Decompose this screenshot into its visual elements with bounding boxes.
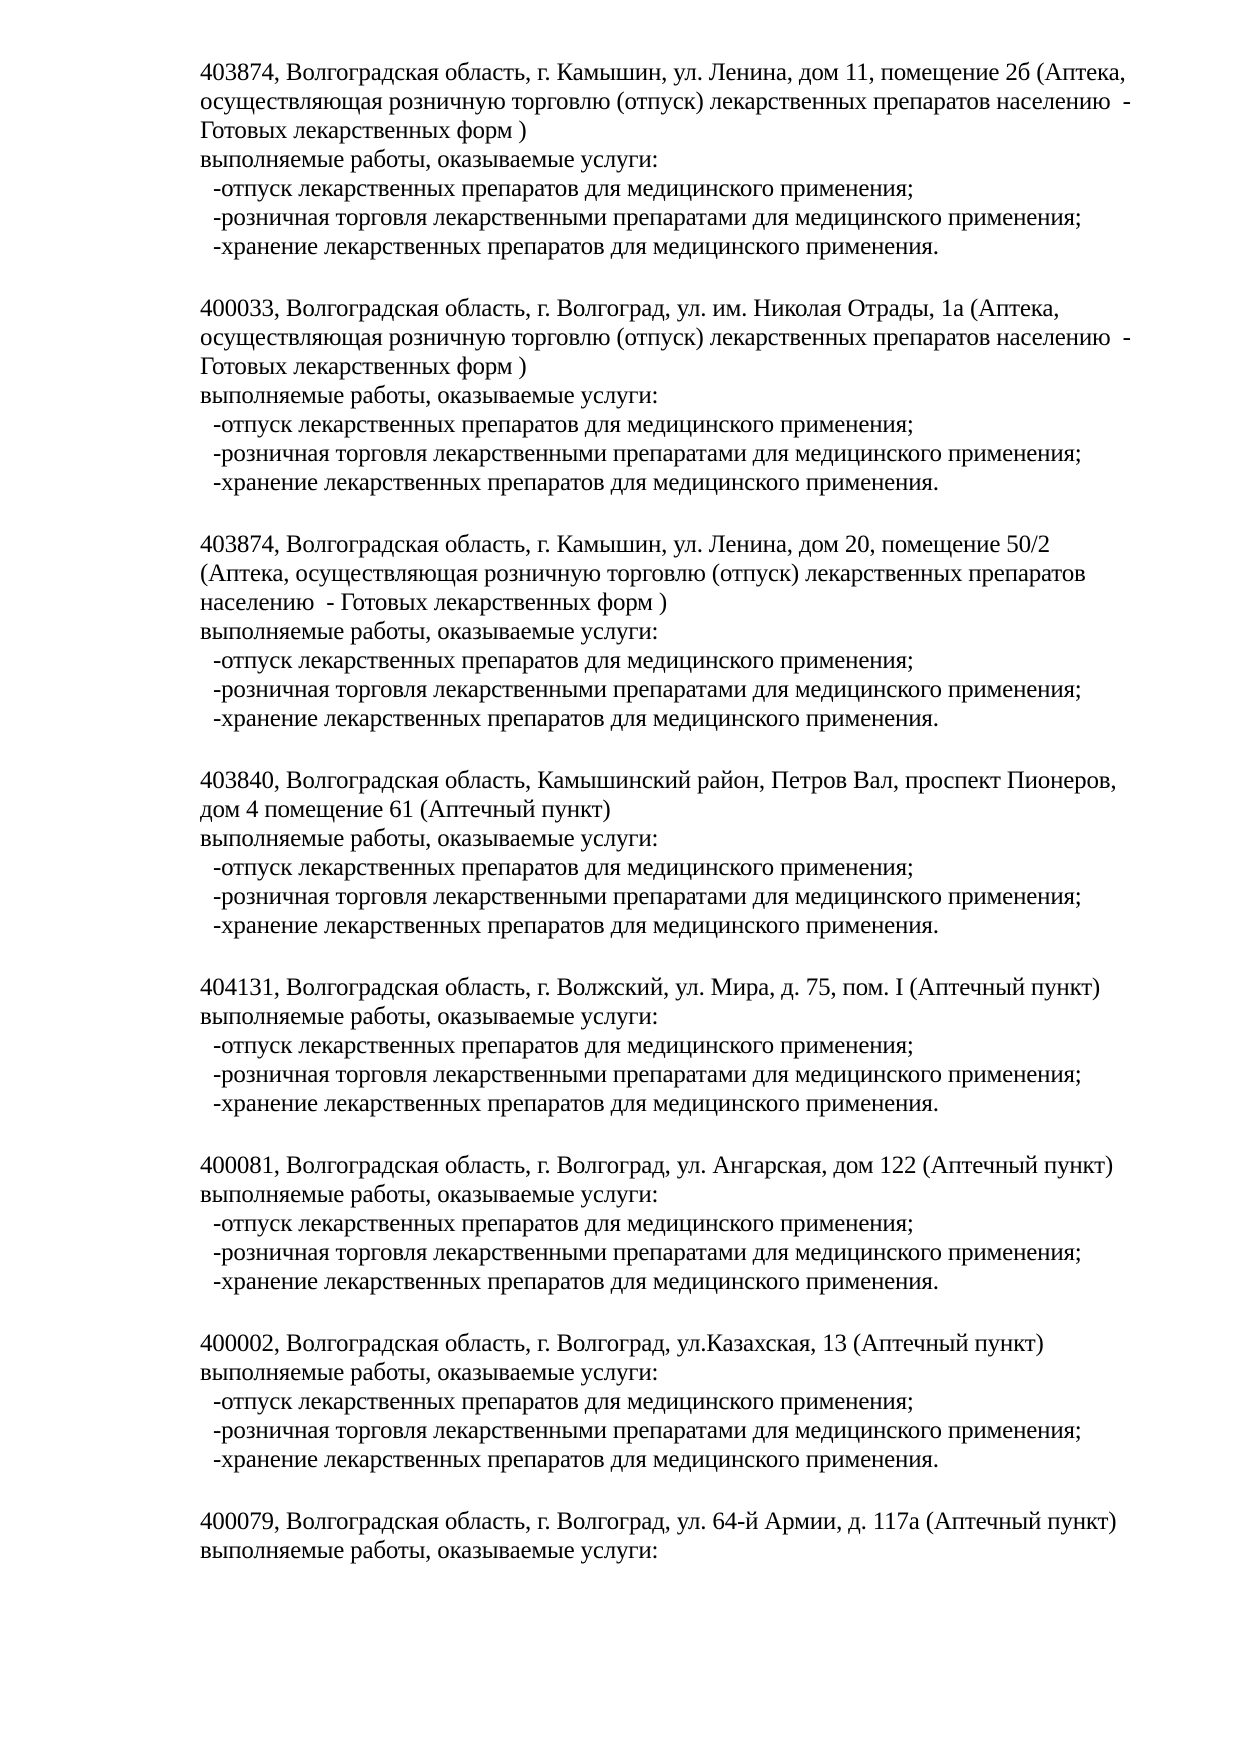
service-line: -хранение лекарственных препаратов для медицинского применения. xyxy=(213,469,939,496)
address-line: 400081, Волгоградская область, г. Волгоград, ул. Ангарская, дом 122 (Аптечный пункт) xyxy=(200,1152,1114,1179)
service-line: -хранение лекарственных препаратов для медицинского применения. xyxy=(213,1268,939,1295)
service-line: -розничная торговля лекарственными препаратами для медицинского применения; xyxy=(213,883,1082,910)
service-line: -отпуск лекарственных препаратов для медицинского применения; xyxy=(213,1032,914,1059)
address-line: осуществляющая розничную торговлю (отпуск) лекарственных препаратов населению - xyxy=(200,324,1131,351)
service-line: -отпуск лекарственных препаратов для медицинского применения; xyxy=(213,647,914,674)
license-entry xyxy=(200,973,1201,1118)
service-line: -хранение лекарственных препаратов для медицинского применения. xyxy=(213,1446,939,1473)
service-line: -хранение лекарственных препаратов для медицинского применения. xyxy=(213,233,939,260)
service-line: -розничная торговля лекарственными препаратами для медицинского применения; xyxy=(213,440,1082,467)
service-line: -розничная торговля лекарственными препаратами для медицинского применения; xyxy=(213,204,1082,231)
address-line: 400002, Волгоградская область, г. Волгоград, ул.Казахская, 13 (Аптечный пункт) xyxy=(200,1330,1044,1357)
license-entry xyxy=(200,58,1201,261)
address-line: Готовых лекарственных форм ) xyxy=(200,117,527,144)
works-label-line: выполняемые работы, оказываемые услуги: xyxy=(200,1181,659,1208)
license-entry xyxy=(200,1151,1201,1296)
address-line: дом 4 помещение 61 (Аптечный пункт) xyxy=(200,796,611,823)
service-line: -отпуск лекарственных препаратов для медицинского применения; xyxy=(213,411,914,438)
license-entry xyxy=(200,294,1201,497)
address-line: 403840, Волгоградская область, Камышинский район, Петров Вал, проспект Пионеров, xyxy=(200,767,1117,794)
service-line: -хранение лекарственных препаратов для медицинского применения. xyxy=(213,1090,939,1117)
service-line: -розничная торговля лекарственными препаратами для медицинского применения; xyxy=(213,676,1082,703)
service-line: -хранение лекарственных препаратов для медицинского применения. xyxy=(213,912,939,939)
works-label-line: выполняемые работы, оказываемые услуги: xyxy=(200,825,659,852)
license-entry xyxy=(200,1329,1201,1474)
address-line: 404131, Волгоградская область, г. Волжский, ул. Мира, д. 75, пом. I (Аптечный пункт) xyxy=(200,974,1101,1001)
works-label-line: выполняемые работы, оказываемые услуги: xyxy=(200,382,659,409)
service-line: -отпуск лекарственных препаратов для медицинского применения; xyxy=(213,1210,914,1237)
service-line: -розничная торговля лекарственными препаратами для медицинского применения; xyxy=(213,1061,1082,1088)
license-entry xyxy=(200,530,1201,733)
works-label-line: выполняемые работы, оказываемые услуги: xyxy=(200,1537,659,1564)
works-label-line: выполняемые работы, оказываемые услуги: xyxy=(200,146,659,173)
works-label-line: выполняемые работы, оказываемые услуги: xyxy=(200,1359,659,1386)
address-line: (Аптека, осуществляющая розничную торговлю (отпуск) лекарственных препаратов xyxy=(200,560,1086,587)
license-entry xyxy=(200,1507,1201,1565)
address-line: 403874, Волгоградская область, г. Камышин, ул. Ленина, дом 20, помещение 50/2 xyxy=(200,531,1050,558)
address-line: 400033, Волгоградская область, г. Волгоград, ул. им. Николая Отрады, 1а (Аптека, xyxy=(200,295,1060,322)
address-line: Готовых лекарственных форм ) xyxy=(200,353,527,380)
service-line: -отпуск лекарственных препаратов для медицинского применения; xyxy=(213,1388,914,1415)
address-line: 403874, Волгоградская область, г. Камышин, ул. Ленина, дом 11, помещение 2б (Аптека, xyxy=(200,59,1126,86)
address-line: 400079, Волгоградская область, г. Волгоград, ул. 64-й Армии, д. 117а (Аптечный пункт) xyxy=(200,1508,1117,1535)
service-line: -розничная торговля лекарственными препаратами для медицинского применения; xyxy=(213,1239,1082,1266)
works-label-line: выполняемые работы, оказываемые услуги: xyxy=(200,1003,659,1030)
service-line: -хранение лекарственных препаратов для медицинского применения. xyxy=(213,705,939,732)
address-line: населению - Готовых лекарственных форм ) xyxy=(200,589,667,616)
address-line: осуществляющая розничную торговлю (отпуск) лекарственных препаратов населению - xyxy=(200,88,1131,115)
license-entry xyxy=(200,766,1201,940)
service-line: -розничная торговля лекарственными препаратами для медицинского применения; xyxy=(213,1417,1082,1444)
works-label-line: выполняемые работы, оказываемые услуги: xyxy=(200,618,659,645)
service-line: -отпуск лекарственных препаратов для медицинского применения; xyxy=(213,175,914,202)
service-line: -отпуск лекарственных препаратов для медицинского применения; xyxy=(213,854,914,881)
